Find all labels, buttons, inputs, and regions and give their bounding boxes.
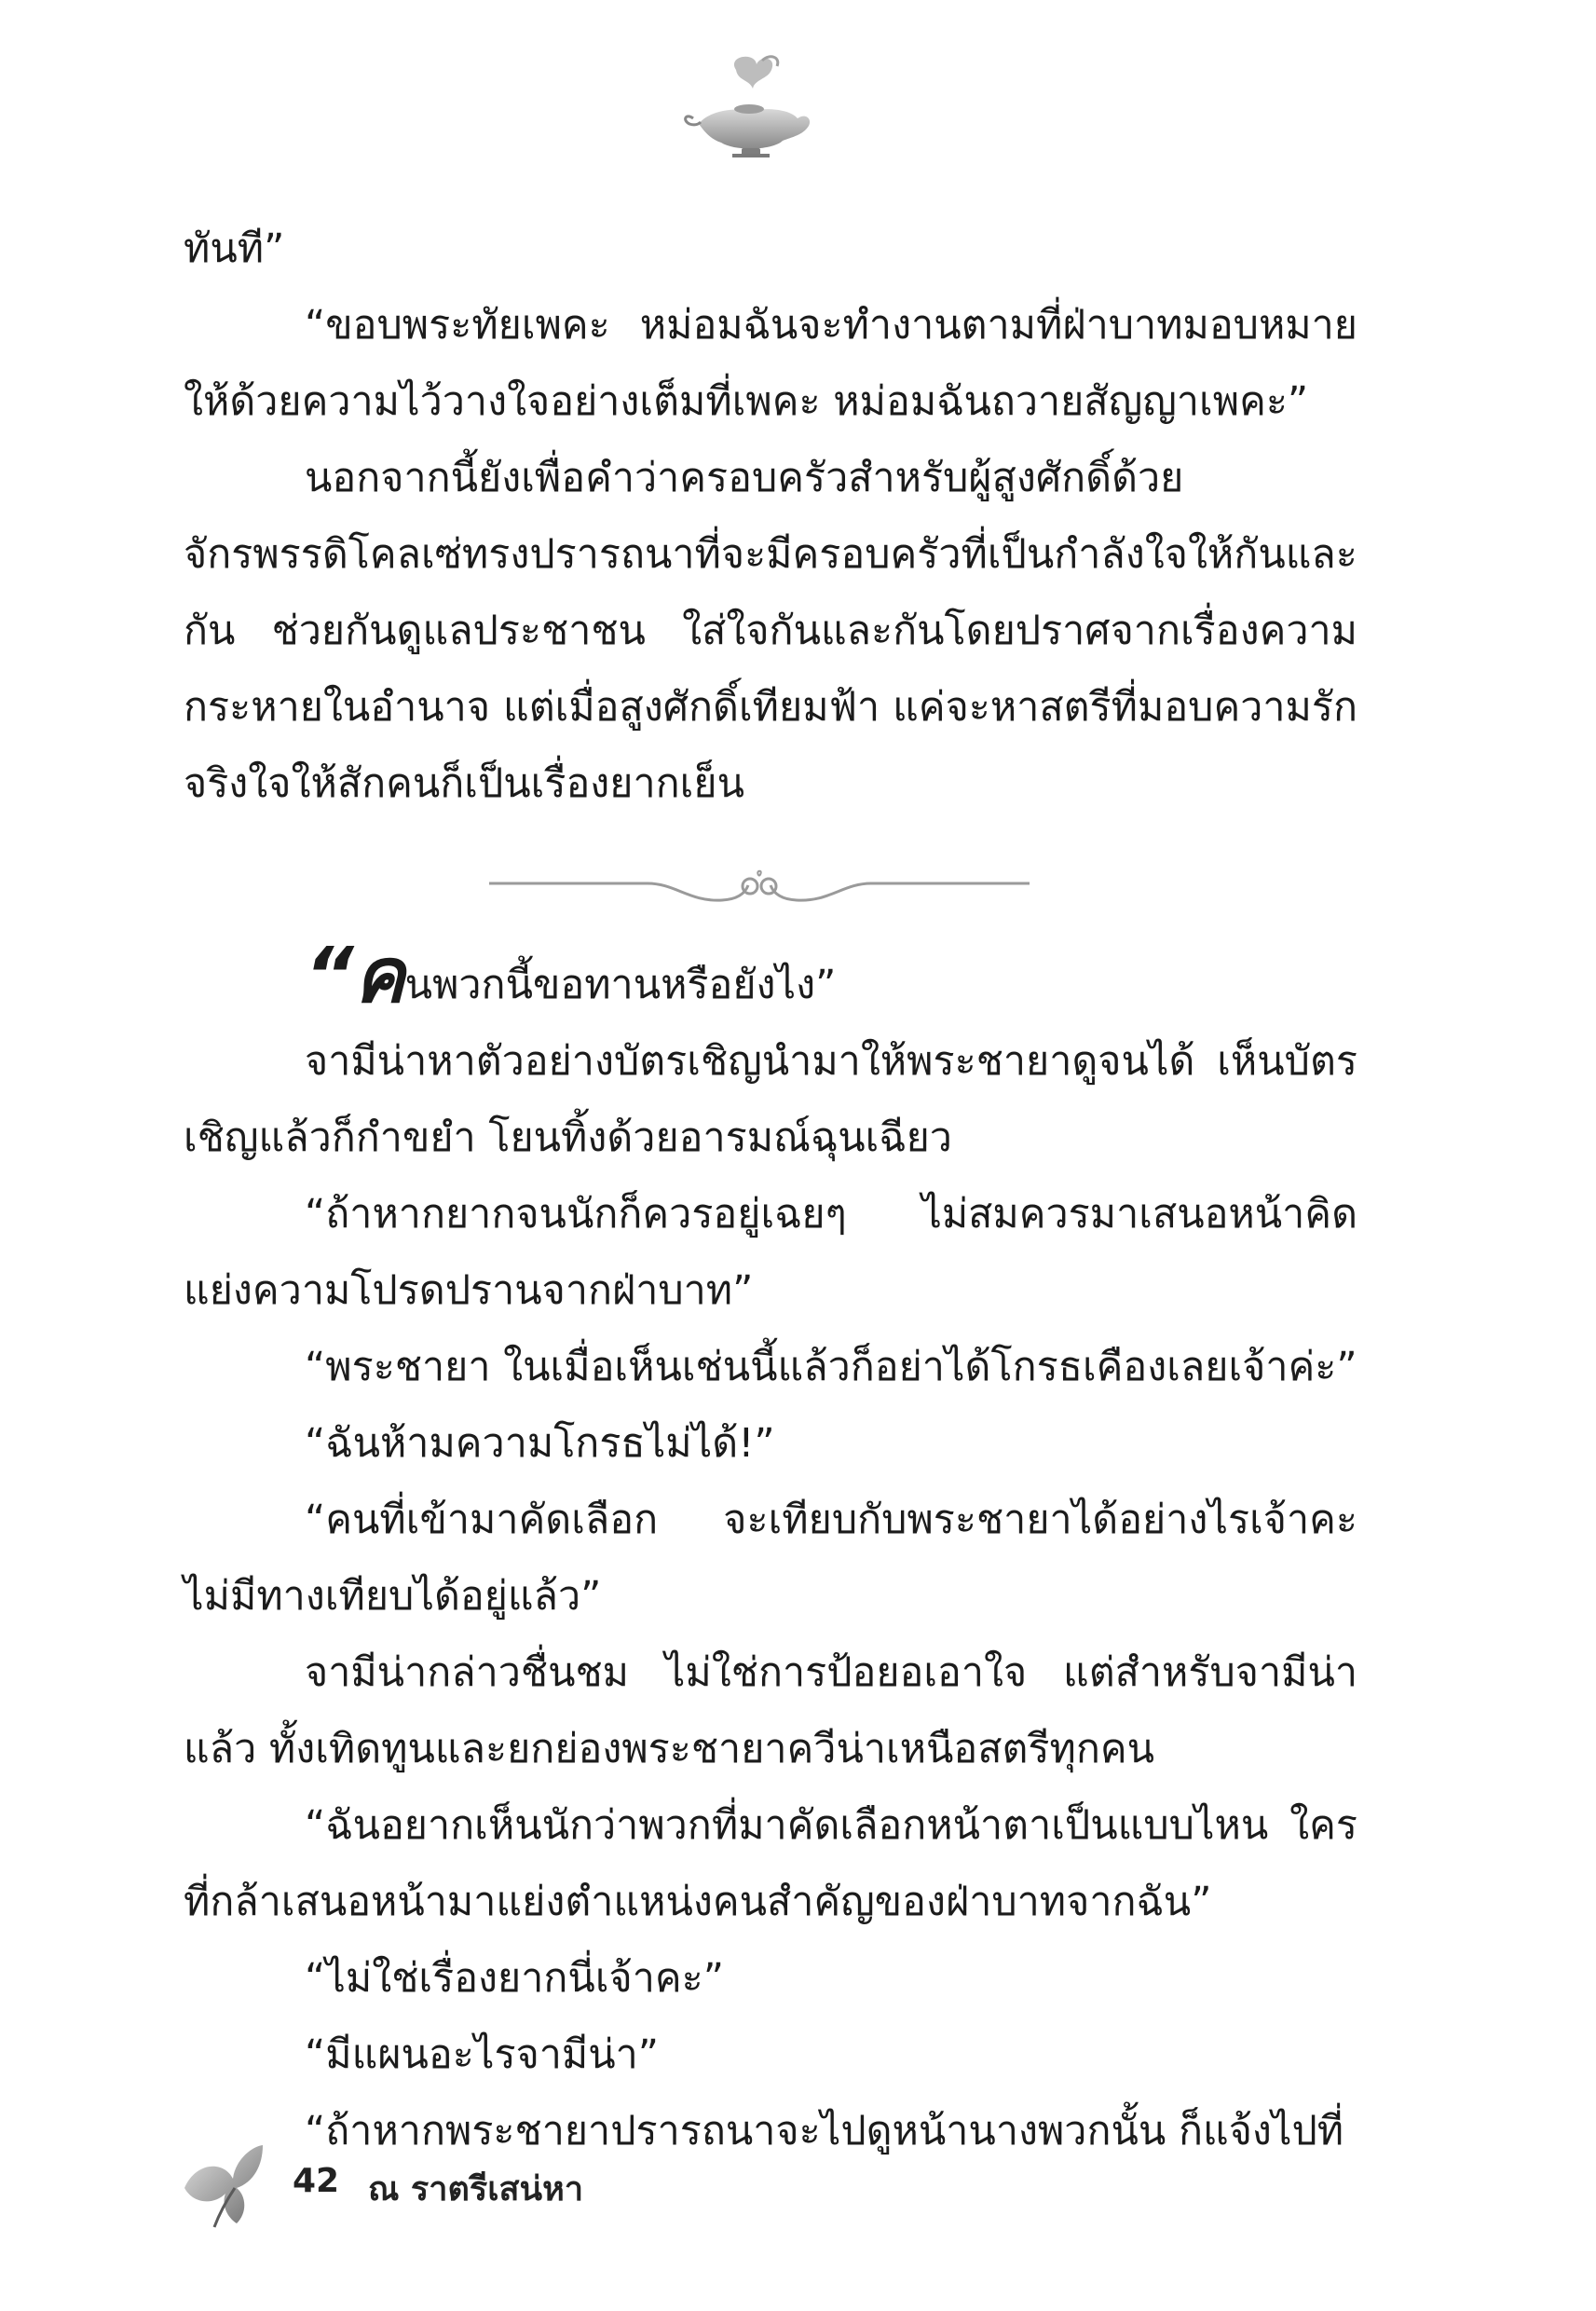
opening-line-text: นพวกนี้ขอทานหรือยังไง”: [404, 962, 837, 1008]
paragraph: “ฉันอยากเห็นนักว่าพวกที่มาคัดเลือกหน้าตาเป็นแบบไหน ใครที่กล้าเสนอหน้ามาแย่งตำแหน่งคนสำคัญของฝ่าบาทจากฉัน”: [184, 1802, 1357, 1925]
paragraph: “ถ้าหากยากจนนักก็ควรอยู่เฉยๆ ไม่สมควรมาเสนอหน้าคิดแย่งความโปรดปรานจากฝ่าบาท”: [184, 1191, 1357, 1314]
book-title: ณ ราตรีเสน่หา: [368, 2170, 584, 2208]
scroll-divider-icon: [489, 855, 1030, 911]
paragraph: ทันที”: [184, 226, 285, 272]
paragraph: จามีน่าหาตัวอย่างบัตรเชิญนำมาให้พระชายาดูจนได้ เห็นบัตรเชิญแล้วก็กำขยำ โยนทิ้งด้วยอารมณ์ฉุนเฉียว: [184, 1038, 1357, 1161]
paragraph: “ไม่ใช่เรื่องยากนี่เจ้าคะ”: [305, 1955, 724, 2002]
page-number: 42: [293, 2162, 340, 2200]
leaf-icon: [177, 2134, 280, 2236]
genie-lamp-ornament-icon: [680, 51, 820, 163]
paragraph-block-lower: [184, 932, 1357, 2169]
paragraph: “ฉันห้ามความโกรธไม่ได้!”: [305, 1420, 775, 1467]
paragraph: “ขอบพระทัยเพคะ หม่อมฉันจะทำงานตามที่ฝ่าบาทมอบหมายให้ด้วยความไว้วางใจอย่างเต็มที่เพคะ หม่อมฉันถวายสัญญาเพคะ”: [184, 302, 1357, 425]
paragraph: “มีแผนอะไรจามีน่า”: [305, 2031, 660, 2078]
page-footer: [177, 2134, 829, 2236]
paragraph: “คนที่เข้ามาคัดเลือก จะเทียบกับพระชายาได้อย่างไรเจ้าคะ ไม่มีทางเทียบได้อยู่แล้ว”: [184, 1497, 1357, 1620]
paragraph: “ถ้าหากพระชายาปรารถนาจะไปดูหน้านางพวกนั้น ก็แจ้งไปที่: [305, 2108, 1344, 2154]
paragraph: จามีน่ากล่าวชื่นชม ไม่ใช่การป้อยอเอาใจ แต่สำหรับจามีน่าแล้ว ทั้งเทิดทูนและยกย่องพระชายาควีน่าเหนือสตรีทุกคน: [184, 1649, 1357, 1772]
paragraph-block-upper: [184, 211, 1357, 822]
opening-line: [184, 932, 1357, 1023]
dropcap-letter: “ค: [305, 932, 405, 1020]
paragraph: “พระชายา ในเมื่อเห็นเช่นนี้แล้วก็อย่าได้โกรธเคืองเลยเจ้าค่ะ”: [305, 1344, 1357, 1390]
paragraph: นอกจากนี้ยังเพื่อคำว่าครอบครัวสำหรับผู้สูงศักดิ์ด้วย จักรพรรดิโคลเซ่ทรงปรารถนาที่จะมีครอบครัวที่เป็นกำลังใจให้กันและกัน ช่วยกันดูแลประชาชน ใส่ใจกันและกันโดยปราศจากเรื่องความกระหายในอำนาจ แต่เมื่อสูงศักดิ์เทียมฟ้า แค่จะหาสตรีที่มอบความรักจริงใจให้สักคนก็เป็นเรื่องยากเย็น: [184, 455, 1357, 807]
